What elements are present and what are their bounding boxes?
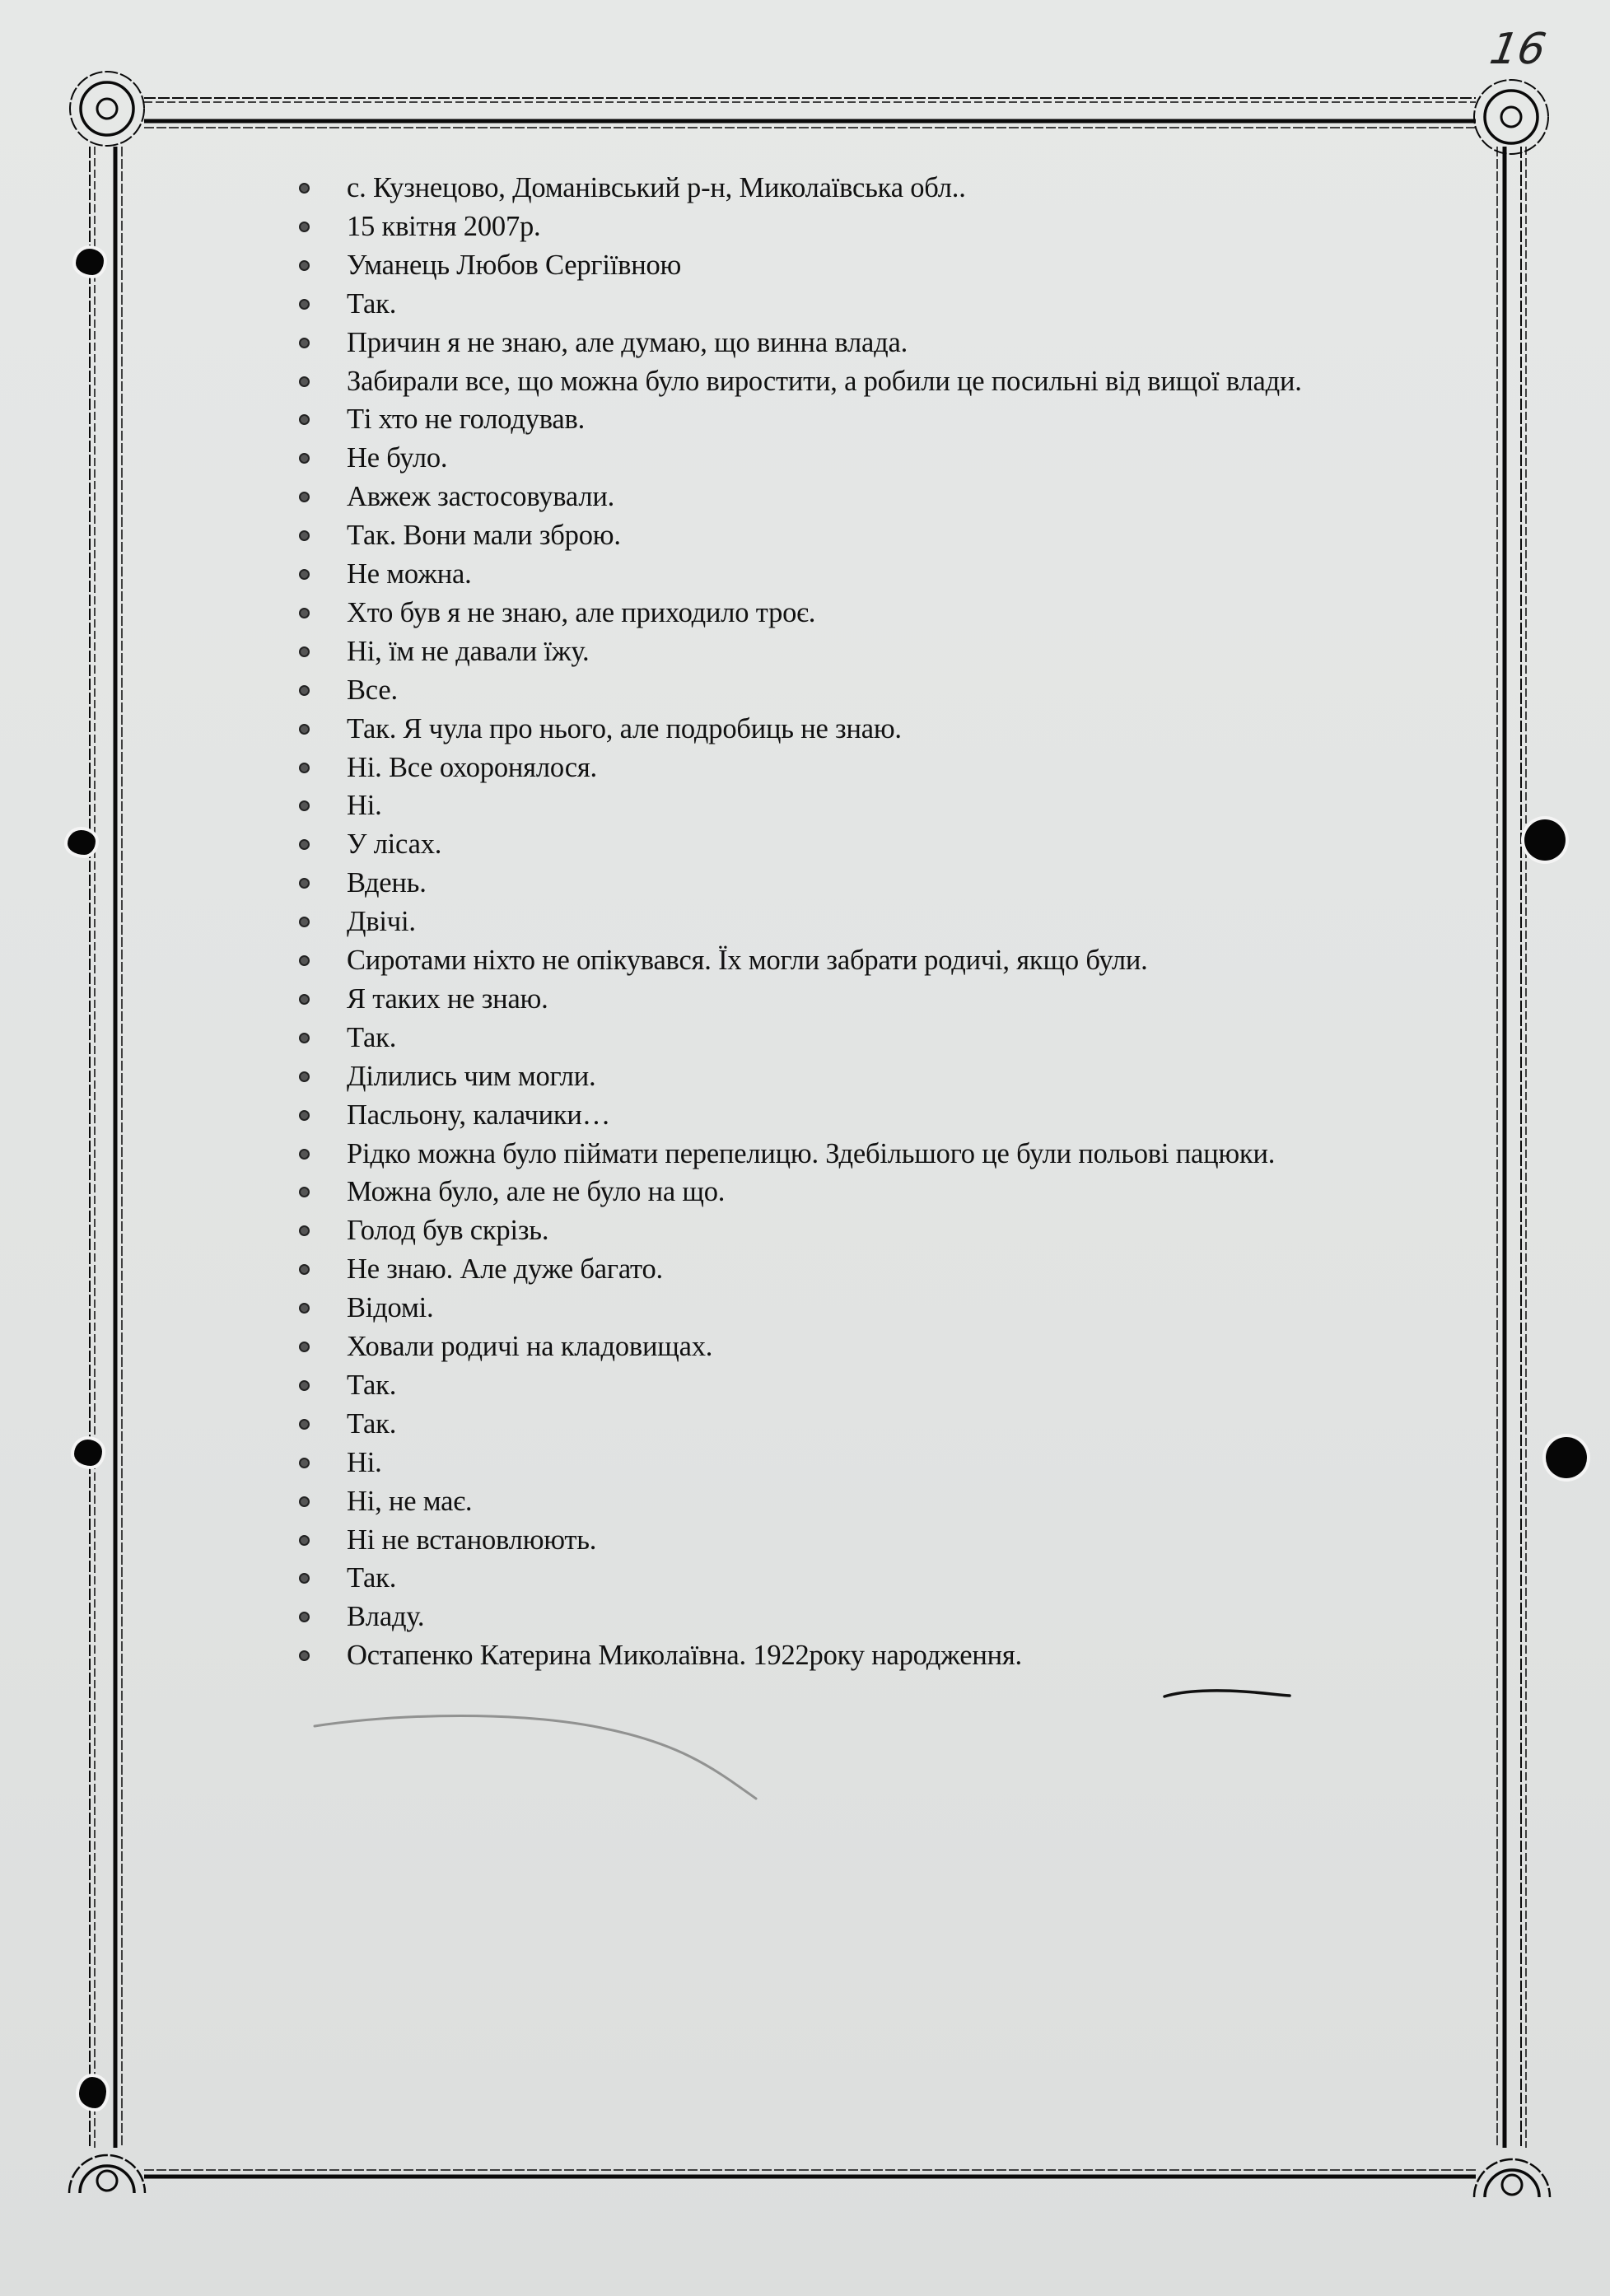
answer-list-item [347,169,966,207]
answer-list-item [347,555,472,593]
punch-hole-left-2 [68,830,96,855]
answer-list-item [347,362,1302,400]
answer-list-item [347,1250,663,1288]
corner-ornament-top-left [70,72,144,146]
punch-hole-left-3 [74,1440,102,1466]
bullet-icon [299,1535,310,1546]
answer-list-item [347,1366,396,1404]
answer-text: Ні. [347,790,382,822]
answer-text: Забирали все, що можна було виростити, а робили це посильні від вищої влади. [347,365,1302,397]
answer-text: Остапенко Катерина Миколаївна. 1922року народження. [347,1640,1022,1672]
answer-list-item [347,1173,725,1211]
answer-text: Так. Я чула про нього, але подробиць не знаю. [347,712,902,744]
bullet-icon [299,338,310,348]
answer-text: Ховали родичі на кладовищах. [347,1331,713,1362]
answer-text: Двічі. [347,906,416,938]
answer-text: Авжеж застосовували. [347,481,615,513]
handwritten-page-number: 16 [1486,25,1550,74]
answer-list-item [347,980,548,1018]
answer-text: Відомі. [347,1292,434,1324]
answer-text: Ні не встановлюють. [347,1524,597,1556]
bullet-icon [299,685,310,696]
answer-text: Так. Вони мали зброю. [347,520,621,552]
bullet-icon [299,569,310,580]
bullet-icon [299,222,310,232]
answer-text: У лісах. [347,828,442,861]
answer-list-item [347,478,614,516]
bullet-icon [299,183,310,194]
answer-list-item [347,285,396,323]
answer-text: Так. [347,1562,397,1594]
answer-text: Все. [347,674,398,706]
answer-list-item [347,1096,610,1134]
corner-ornament-top-right [1474,80,1548,154]
answer-list-item [347,246,681,284]
answer-list-item [347,786,382,824]
answer-text: Я таких не знаю. [347,982,548,1015]
answer-list-item [347,516,621,554]
answer-text: Голод був скрізь. [347,1215,549,1247]
answer-list-item [347,1289,433,1327]
answer-list-item [347,1328,712,1365]
bullet-icon [299,299,310,310]
bullet-icon [299,260,310,271]
punch-hole-left-4 [79,2077,106,2108]
answer-list-item [347,941,1148,979]
bullet-icon [299,1303,310,1314]
corner-ornament-bottom-right [1474,2159,1550,2197]
answer-list-item [347,1598,424,1636]
answer-text: Пасльону, калачики… [347,1099,610,1131]
answer-text: Не було. [347,442,448,474]
answer-list-item [347,749,597,786]
answer-text: Ні. Все охоронялося. [347,751,597,783]
bullet-icon [299,1149,310,1160]
corner-ornament-bottom-left [69,2155,145,2193]
answer-list-item [347,710,902,748]
bullet-icon [299,1496,310,1507]
answer-list-item [347,632,589,670]
answer-text: Ні, не має. [347,1485,473,1517]
answer-list-item [347,1521,596,1559]
bullet-icon [299,1110,310,1121]
answer-list-item [347,671,398,709]
answer-text: Сиротами ніхто не опікувався. Їх могли забрати родичі, якщо були. [347,945,1148,976]
punch-hole-left-1 [76,249,104,275]
answer-list-item [347,400,585,438]
bullet-icon [299,917,310,927]
answer-text: Ні. [347,1446,382,1478]
bullet-icon [299,1342,310,1352]
answer-list-item [347,1057,595,1095]
bullet-icon [299,724,310,735]
answer-list-item [347,1135,1275,1173]
bullet-icon [299,530,310,541]
answer-text: 15 квітня 2007р. [347,210,541,242]
answer-text: Так. [347,287,397,320]
answer-list-item [347,1559,396,1597]
answer-text: Ні, їм не давали їжу. [347,635,590,667]
answer-text: Хто був я не знаю, але приходило троє. [347,596,816,628]
punch-hole-right-1 [1524,819,1566,861]
answer-list-item [347,1019,396,1057]
handwritten-dash-mark [1161,1685,1293,1705]
answer-text: Так. [347,1407,397,1440]
punch-hole-right-2 [1546,1437,1587,1478]
bullet-icon [299,376,310,387]
answer-text: Вдень. [347,867,427,899]
answer-list-item [347,825,441,863]
bullet-icon [299,1380,310,1391]
answer-text: Ділились чим могли. [347,1060,596,1092]
bullet-icon [299,955,310,966]
answer-text: Так. [347,1021,397,1053]
answer-list-item [347,1405,396,1443]
answer-list-item [347,864,427,902]
answer-list-item [347,1211,548,1249]
bullet-icon [299,1458,310,1468]
answer-list-item [347,439,447,477]
pencil-curve-mark [305,1713,766,1804]
answer-text: Не знаю. Але дуже багато. [347,1253,663,1286]
answer-list-item [347,903,416,940]
answer-list-item [347,324,908,362]
answer-list-item [347,1482,472,1520]
bullet-icon [299,994,310,1005]
answer-text: Уманець Любов Сергіївною [347,249,682,281]
bullet-icon [299,763,310,773]
answer-text: с. Кузнецово, Доманівський р-н, Миколаївська обл.. [347,172,966,203]
bullet-icon [299,608,310,618]
answer-text: Не можна. [347,558,472,590]
answer-list-item [347,208,540,245]
answer-list-item [347,594,815,632]
answer-text: Ті хто не голодував. [347,404,585,436]
answer-list-item [347,1636,1022,1674]
answer-text: Рідко можна було піймати перепелицю. Здебільшого це були польові пацюки. [347,1137,1276,1169]
bullet-icon [299,646,310,657]
answer-list-item [347,1444,382,1482]
bullet-icon [299,1071,310,1082]
answer-text: Так. [347,1369,397,1401]
bullet-icon [299,1419,310,1430]
answer-text: Можна було, але не було на що. [347,1176,726,1208]
bullet-icon [299,1033,310,1043]
answer-text: Причин я не знаю, але думаю, що винна влада. [347,326,908,358]
answer-text: Владу. [347,1601,425,1633]
